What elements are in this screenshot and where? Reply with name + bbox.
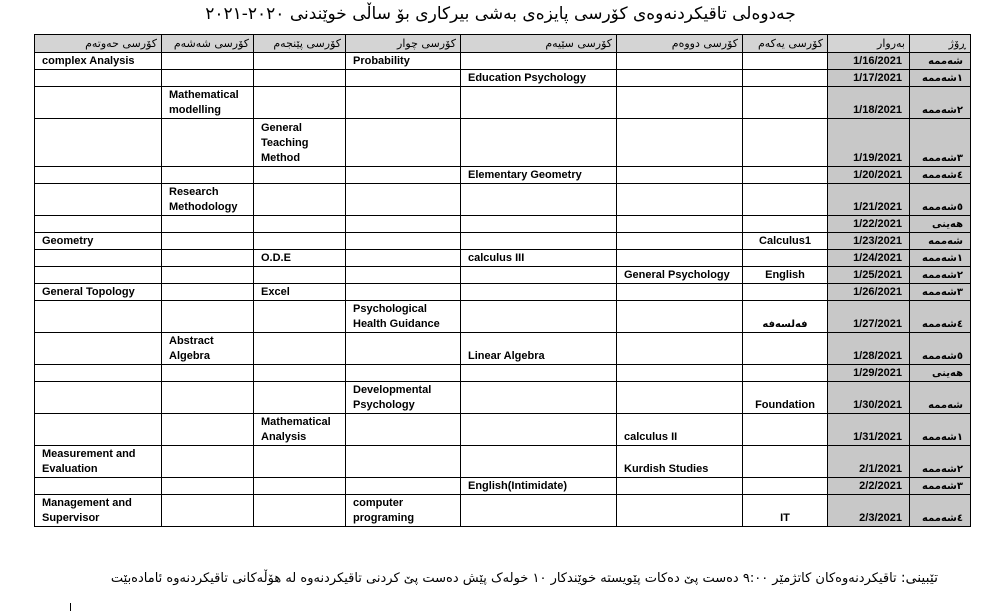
cell-date: 1/16/2021 (828, 53, 910, 70)
cell-weekday: ٤شەممە (910, 301, 971, 333)
cell-course-3 (461, 53, 617, 70)
cell-course-6 (162, 53, 254, 70)
cell-course-7 (35, 87, 162, 119)
cell-course-2 (617, 495, 743, 527)
cell-weekday: شەممە (910, 233, 971, 250)
header-weekday: ڕۆژ (910, 35, 971, 53)
cell-weekday: ٢شەممە (910, 267, 971, 284)
exam-schedule-table (34, 34, 971, 527)
cell-course-1 (743, 414, 828, 446)
cell-course-4 (346, 216, 461, 233)
table-row (35, 446, 971, 478)
cell-date: 1/17/2021 (828, 70, 910, 87)
cell-course-4 (346, 284, 461, 301)
cell-course-3: Elementary Geometry (461, 167, 617, 184)
cell-course-5 (254, 53, 346, 70)
cell-course-2 (617, 382, 743, 414)
cell-course-1 (743, 87, 828, 119)
cell-course-2 (617, 284, 743, 301)
cell-course-2: calculus II (617, 414, 743, 446)
cell-course-7: Management and Supervisor (35, 495, 162, 527)
cell-course-2 (617, 53, 743, 70)
cell-course-5 (254, 478, 346, 495)
cell-weekday: ٤شەممە (910, 495, 971, 527)
cell-date: 1/19/2021 (828, 119, 910, 167)
table-row (35, 167, 971, 184)
cursor-mark (70, 603, 71, 611)
cell-course-5 (254, 301, 346, 333)
cell-course-1 (743, 333, 828, 365)
cell-course-1 (743, 184, 828, 216)
cell-course-7 (35, 184, 162, 216)
cell-course-7 (35, 414, 162, 446)
cell-course-1 (743, 250, 828, 267)
cell-course-7: Geometry (35, 233, 162, 250)
cell-date: 1/21/2021 (828, 184, 910, 216)
cell-course-6 (162, 365, 254, 382)
cell-date: 2/2/2021 (828, 478, 910, 495)
header-course-2: کۆرسی دووەم (617, 35, 743, 53)
cell-course-6 (162, 70, 254, 87)
header-course-5: کۆرسی پێنجەم (254, 35, 346, 53)
cell-weekday: ٢شەممە (910, 446, 971, 478)
cell-date: 1/27/2021 (828, 301, 910, 333)
cell-course-3: calculus III (461, 250, 617, 267)
cell-weekday: ١شەممە (910, 250, 971, 267)
cell-course-5: Mathematical Analysis (254, 414, 346, 446)
cell-course-3: English(Intimidate) (461, 478, 617, 495)
cell-weekday: هەینی (910, 216, 971, 233)
cell-course-4 (346, 167, 461, 184)
cell-course-4: computer programing (346, 495, 461, 527)
cell-date: 1/28/2021 (828, 333, 910, 365)
table-row (35, 119, 971, 167)
cell-course-3 (461, 446, 617, 478)
cell-date: 1/24/2021 (828, 250, 910, 267)
cell-course-1 (743, 53, 828, 70)
page-title: جەدوەلی تاقیکردنەوەی کۆرسی پایزەی بەشی بیرکاری بۆ ساڵی خوێندنی ٢٠٢٠-٢٠٢١ (205, 4, 796, 24)
cell-date: 1/31/2021 (828, 414, 910, 446)
cell-course-6: Abstract Algebra (162, 333, 254, 365)
table-row (35, 216, 971, 233)
cell-course-7 (35, 167, 162, 184)
cell-course-4 (346, 478, 461, 495)
header-course-4: کۆرسی چوار (346, 35, 461, 53)
cell-course-3 (461, 216, 617, 233)
cell-weekday: ٣شەممە (910, 119, 971, 167)
cell-course-6 (162, 267, 254, 284)
cell-course-5: Excel (254, 284, 346, 301)
cell-course-5: General Teaching Method (254, 119, 346, 167)
cell-weekday: شەممە (910, 53, 971, 70)
cell-course-7: Measurement and Evaluation (35, 446, 162, 478)
table-row (35, 267, 971, 284)
cell-course-2 (617, 119, 743, 167)
cell-date: 1/23/2021 (828, 233, 910, 250)
cell-course-7 (35, 382, 162, 414)
cell-course-5 (254, 87, 346, 119)
cell-course-2 (617, 70, 743, 87)
cell-date: 2/1/2021 (828, 446, 910, 478)
cell-course-6 (162, 414, 254, 446)
cell-course-3 (461, 414, 617, 446)
cell-course-6 (162, 216, 254, 233)
cell-course-5 (254, 267, 346, 284)
cell-date: 1/26/2021 (828, 284, 910, 301)
cell-course-3 (461, 87, 617, 119)
cell-course-7: complex Analysis (35, 53, 162, 70)
header-course-1: کۆرسی یەکەم (743, 35, 828, 53)
cell-course-1 (743, 119, 828, 167)
cell-course-1 (743, 167, 828, 184)
cell-date: 1/30/2021 (828, 382, 910, 414)
cell-course-6 (162, 382, 254, 414)
cell-course-5 (254, 446, 346, 478)
table-row (35, 53, 971, 70)
cell-course-4 (346, 119, 461, 167)
footnote (111, 570, 938, 586)
cell-course-6: Research Methodology (162, 184, 254, 216)
cell-course-1: Foundation (743, 382, 828, 414)
table-row (35, 184, 971, 216)
cell-weekday: ٢شەممە (910, 87, 971, 119)
cell-weekday: ١شەممە (910, 414, 971, 446)
cell-course-6 (162, 301, 254, 333)
cell-course-3 (461, 267, 617, 284)
cell-course-5 (254, 70, 346, 87)
cell-course-1: IT (743, 495, 828, 527)
table-row (35, 284, 971, 301)
table-row (35, 495, 971, 527)
table-row (35, 382, 971, 414)
cell-course-6 (162, 233, 254, 250)
table-row (35, 478, 971, 495)
cell-weekday: ٥شەممە (910, 333, 971, 365)
cell-course-1 (743, 478, 828, 495)
header-date: بەروار (828, 35, 910, 53)
header-row (35, 35, 971, 53)
cell-course-3 (461, 495, 617, 527)
cell-course-4 (346, 184, 461, 216)
cell-course-7 (35, 333, 162, 365)
cell-course-3 (461, 382, 617, 414)
cell-course-6 (162, 119, 254, 167)
cell-weekday: هەینی (910, 365, 971, 382)
cell-course-4 (346, 87, 461, 119)
cell-course-6 (162, 478, 254, 495)
cell-date: 1/22/2021 (828, 216, 910, 233)
cell-course-6 (162, 446, 254, 478)
cell-course-4: Probability (346, 53, 461, 70)
cell-course-7: General Topology (35, 284, 162, 301)
table-row (35, 414, 971, 446)
table-row (35, 233, 971, 250)
cell-course-6: Mathematical modelling (162, 87, 254, 119)
cell-weekday: ٤شەممە (910, 167, 971, 184)
footnote-label: تێبینی: (900, 570, 938, 586)
cell-course-3: Linear Algebra (461, 333, 617, 365)
cell-course-2 (617, 333, 743, 365)
cell-course-5 (254, 216, 346, 233)
cell-course-2 (617, 233, 743, 250)
cell-course-1 (743, 284, 828, 301)
cell-course-2 (617, 478, 743, 495)
cell-course-4: Psychological Health Guidance (346, 301, 461, 333)
cell-course-7 (35, 301, 162, 333)
cell-course-7 (35, 267, 162, 284)
cell-course-3 (461, 284, 617, 301)
cell-course-2 (617, 167, 743, 184)
cell-course-2 (617, 365, 743, 382)
cell-course-5 (254, 495, 346, 527)
cell-course-6 (162, 284, 254, 301)
cell-course-4 (346, 267, 461, 284)
cell-course-1 (743, 216, 828, 233)
cell-course-5 (254, 365, 346, 382)
cell-course-4 (346, 70, 461, 87)
cell-course-2 (617, 87, 743, 119)
cell-course-5 (254, 167, 346, 184)
cell-course-4: Developmental Psychology (346, 382, 461, 414)
cell-course-3 (461, 119, 617, 167)
cell-course-5: O.D.E (254, 250, 346, 267)
cell-course-5 (254, 333, 346, 365)
table-row (35, 250, 971, 267)
header-course-7: کۆرسی حەوتەم (35, 35, 162, 53)
cell-course-5 (254, 233, 346, 250)
schedule-body (35, 53, 971, 527)
cell-weekday: ١شەممە (910, 70, 971, 87)
cell-course-3 (461, 184, 617, 216)
cell-date: 2/3/2021 (828, 495, 910, 527)
cell-course-1: Calculus1 (743, 233, 828, 250)
cell-weekday: ٣شەممە (910, 478, 971, 495)
cell-course-2 (617, 250, 743, 267)
cell-course-6 (162, 250, 254, 267)
cell-date: 1/25/2021 (828, 267, 910, 284)
cell-course-1 (743, 70, 828, 87)
cell-date: 1/20/2021 (828, 167, 910, 184)
cell-course-7 (35, 365, 162, 382)
cell-course-2 (617, 216, 743, 233)
cell-course-1 (743, 446, 828, 478)
cell-course-3: Education Psychology (461, 70, 617, 87)
cell-course-3 (461, 365, 617, 382)
cell-course-6 (162, 495, 254, 527)
cell-course-7 (35, 119, 162, 167)
cell-course-3 (461, 233, 617, 250)
cell-course-7 (35, 478, 162, 495)
cell-course-5 (254, 184, 346, 216)
cell-course-2 (617, 184, 743, 216)
cell-weekday: ٥شەممە (910, 184, 971, 216)
cell-course-4 (346, 446, 461, 478)
header-course-6: کۆرسی شەشەم (162, 35, 254, 53)
cell-course-4 (346, 333, 461, 365)
cell-course-7 (35, 216, 162, 233)
cell-weekday: شەممە (910, 382, 971, 414)
table-row (35, 87, 971, 119)
cell-course-4 (346, 233, 461, 250)
cell-course-4 (346, 414, 461, 446)
cell-course-4 (346, 250, 461, 267)
cell-course-1 (743, 365, 828, 382)
cell-course-7 (35, 250, 162, 267)
table-row (35, 365, 971, 382)
table-row (35, 333, 971, 365)
footnote-text: تاقیکردنەوەکان کاتژمێر ٩:٠٠ دەست پێ دەکات پێویستە خوێندکار ١٠ خولەک پێش دەست پێ کردنی تاقیکردنەوە لە هۆڵەکانی تاقیکردنەوە ئامادەبێت (110, 571, 897, 586)
cell-date: 1/18/2021 (828, 87, 910, 119)
cell-course-4 (346, 365, 461, 382)
table-row (35, 301, 971, 333)
cell-course-1: English (743, 267, 828, 284)
cell-course-2 (617, 301, 743, 333)
header-course-3: کۆرسی سێیەم (461, 35, 617, 53)
cell-course-1: فەلسەفە (743, 301, 828, 333)
cell-weekday: ٣شەممە (910, 284, 971, 301)
cell-course-5 (254, 382, 346, 414)
cell-course-2: Kurdish Studies (617, 446, 743, 478)
cell-course-3 (461, 301, 617, 333)
cell-date: 1/29/2021 (828, 365, 910, 382)
cell-course-2: General Psychology (617, 267, 743, 284)
cell-course-7 (35, 70, 162, 87)
table-row (35, 70, 971, 87)
cell-course-6 (162, 167, 254, 184)
